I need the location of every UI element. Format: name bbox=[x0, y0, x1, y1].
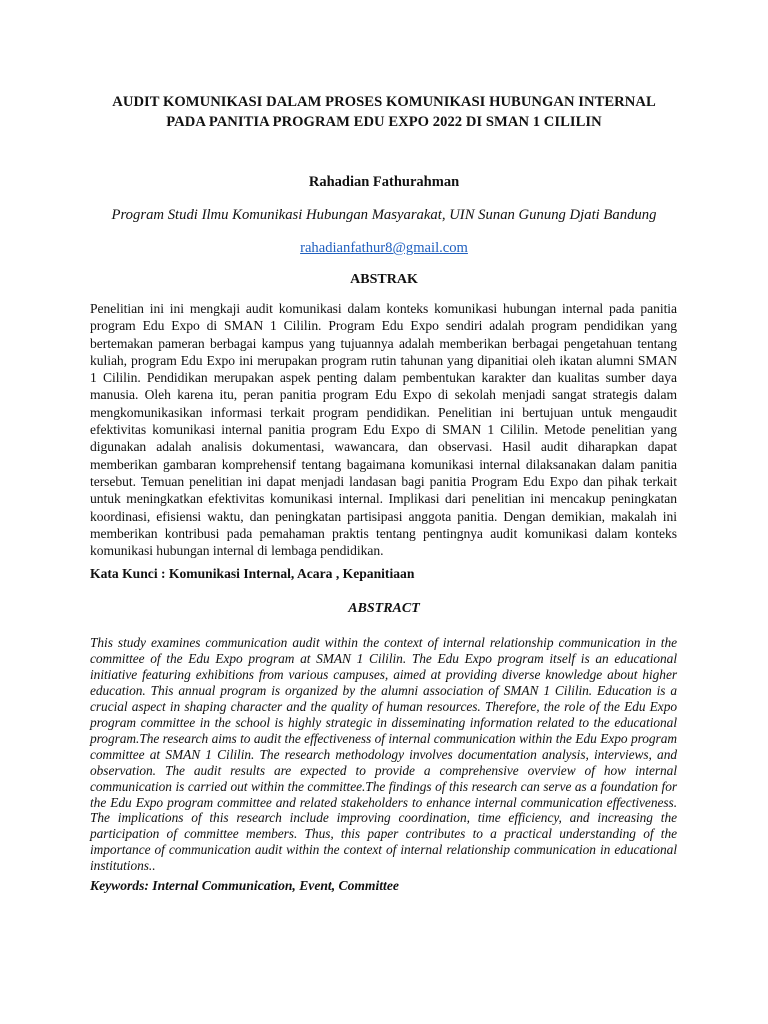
abstrak-body: Penelitian ini ini mengkaji audit komunikasi dalam konteks komunikasi hubungan internal pada panitia program Edu Expo di SMAN 1 Cililin. Program Edu Expo sendiri adalah program pendidikan yang bertemakan pameran berbagai kampus yang tujuannya adalah memberikan berbagai pengetahuan tentang kuliah, program Edu Expo ini merupakan program rutin tahunan yang dipanitiai oleh ikatan alumni SMAN 1 Cililin. Pendidikan merupakan aspek penting dalam pembentukan karakter dan kualitas sumber daya manusia. Oleh karena itu, peran panitia program Edu Expo di sekolah menjadi sangat strategis dalam mengkomunikasikan informasi terkait program pendidikan. Penelitian ini bertujuan untuk mengaudit efektivitas komunikasi internal panitia program Edu Expo di SMAN 1 Cililin. Metode penelitian yang digunakan adalah analisis dokumentasi, wawancara, dan observasi. Hasil audit diharapkan dapat memberikan gambaran komprehensif tentang bagaimana komunikasi internal dilaksanakan dalam panitia tersebut. Temuan penelitian ini dapat menjadi landasan bagi panitia Program Edu Expo dan pihak terkait untuk meningkatkan efektivitas komunikasi internal. Implikasi dari penelitian ini mencakup peningkatan koordinasi, efisiensi waktu, dan peningkatan partisipasi anggota panitia. Dengan demikian, makalah ini memberikan kontribusi pada pemahaman praktis tentang pentingnya audit komunikasi dalam konteks komunikasi hubungan internal di lembaga pendidikan. bbox=[90, 301, 677, 559]
abstrak-heading: ABSTRAK bbox=[350, 272, 418, 287]
abstract-heading: ABSTRACT bbox=[348, 601, 420, 616]
paper-title-line-2: PADA PANITIA PROGRAM EDU EXPO 2022 DI SMAN 1 CILILIN bbox=[166, 113, 602, 130]
author-email-line bbox=[0, 239, 768, 257]
keywords-english: Keywords: Internal Communication, Event, Committee bbox=[90, 878, 399, 893]
abstract-body: This study examines communication audit within the context of internal relationship communication in the committee of the Edu Expo program at SMAN 1 Cililin. The Edu Expo program itself is an educational initiative featuring exhibitions from various campuses, aimed at providing diverse knowledge about higher education. This annual program is organized by the alumni association of SMAN 1 Cililin. Education is a crucial aspect in shaping character and the quality of human resources. Therefore, the role of the Edu Expo program committee in the school is highly strategic in disseminating information related to the educational program.The research aims to audit the effectiveness of internal communication within the Edu Expo program committee at SMAN 1 Cililin. The research methodology involves documentation analysis, interviews, and observation. The audit results are expected to provide a comprehensive overview of how internal communication is carried out within the committee.The findings of this research can serve as a foundation for the Edu Expo program committee and related stakeholders to enhance internal communication effectiveness. The implications of this research include improving coordination, time efficiency, and increasing the participation of committee members. Thus, this paper contributes to a practical understanding of the importance of communication audit within the context of internal relationship communication in educational institutions.. bbox=[90, 635, 677, 874]
kata-kunci: Kata Kunci : Komunikasi Internal, Acara , Kepanitiaan bbox=[90, 566, 415, 581]
paper-title-line-1: AUDIT KOMUNIKASI DALAM PROSES KOMUNIKASI HUBUNGAN INTERNAL bbox=[112, 94, 656, 110]
author-name: Rahadian Fathurahman bbox=[308, 174, 460, 190]
author-email-link[interactable]: rahadianfathur8@gmail.com bbox=[300, 240, 468, 256]
author-affiliation: Program Studi Ilmu Komunikasi Hubungan Masyarakat, UIN Sunan Gunung Djati Bandung bbox=[111, 207, 657, 223]
paper-title bbox=[70, 93, 698, 132]
